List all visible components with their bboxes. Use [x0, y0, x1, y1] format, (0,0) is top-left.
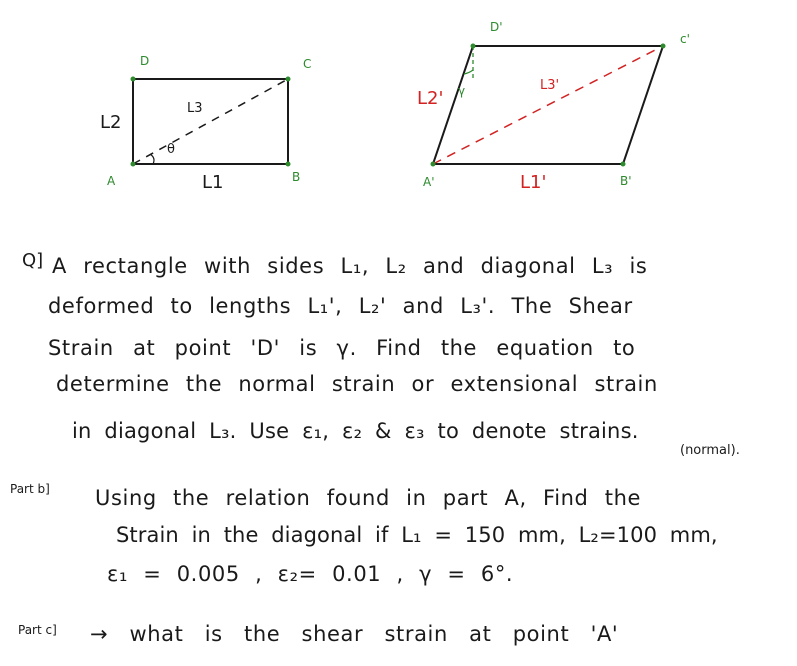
- part-b-marker: Part b]: [10, 482, 50, 496]
- question-marker: Q]: [22, 250, 44, 271]
- label-vertex-d-prime: D': [490, 20, 503, 34]
- part-b-line-3: ε₁ = 0.005 , ε₂= 0.01 , γ = 6°.: [107, 562, 514, 586]
- label-angle-gamma: γ: [458, 84, 466, 98]
- part-c-marker: Part c]: [18, 623, 57, 637]
- label-vertex-a: A: [107, 174, 116, 188]
- question-line-2: deformed to lengths L₁', L₂' and L₃'. The Shear: [48, 294, 633, 318]
- question-line-4: determine the normal strain or extensional strain: [56, 372, 658, 396]
- vertex-dot-c: [286, 77, 291, 82]
- label-diagonal-l3: L3: [187, 101, 203, 116]
- vertex-dot-a: [131, 162, 136, 167]
- vertex-dot-a-prime: [431, 162, 436, 167]
- vertex-dot-c-prime: [661, 44, 666, 49]
- question-line-5: in diagonal L₃. Use ε₁, ε₂ & ε₃ to denote strains.: [72, 419, 639, 443]
- label-side-l1: L1: [202, 172, 224, 193]
- label-vertex-b-prime: B': [620, 174, 632, 188]
- part-b-line-1: Using the relation found in part A, Find the: [95, 486, 642, 510]
- diagonal-l3-dashed: [133, 79, 288, 164]
- part-c-line-1: → what is the shear strain at point 'A': [90, 622, 619, 646]
- undeformed-rectangle: [131, 77, 291, 167]
- deformed-parallelogram: [431, 44, 666, 167]
- vertex-dot-d: [131, 77, 136, 82]
- label-side-l1-prime: L1': [520, 172, 547, 193]
- label-vertex-c-prime: c': [680, 32, 690, 46]
- label-vertex-a-prime: A': [423, 175, 435, 189]
- label-angle-theta: θ: [167, 142, 175, 157]
- label-vertex-b: B: [292, 170, 301, 184]
- vertex-dot-b-prime: [621, 162, 626, 167]
- label-diagonal-l3-prime: L3': [540, 78, 560, 93]
- part-b-line-2: Strain in the diagonal if L₁ = 150 mm, L₂=100 mm,: [116, 523, 718, 547]
- label-vertex-c: C: [303, 57, 312, 71]
- question-line-3: Strain at point 'D' is γ. Find the equation to: [48, 336, 636, 360]
- vertex-dot-b: [286, 162, 291, 167]
- question-line-1: A rectangle with sides L₁, L₂ and diagonal L₃ is: [52, 254, 648, 278]
- theta-arc: [150, 154, 154, 164]
- vertex-dot-d-prime: [471, 44, 476, 49]
- label-side-l2: L2: [100, 112, 122, 133]
- label-side-l2-prime: L2': [417, 88, 444, 109]
- label-vertex-d: D: [140, 54, 150, 68]
- question-normal-note: (normal).: [680, 443, 740, 458]
